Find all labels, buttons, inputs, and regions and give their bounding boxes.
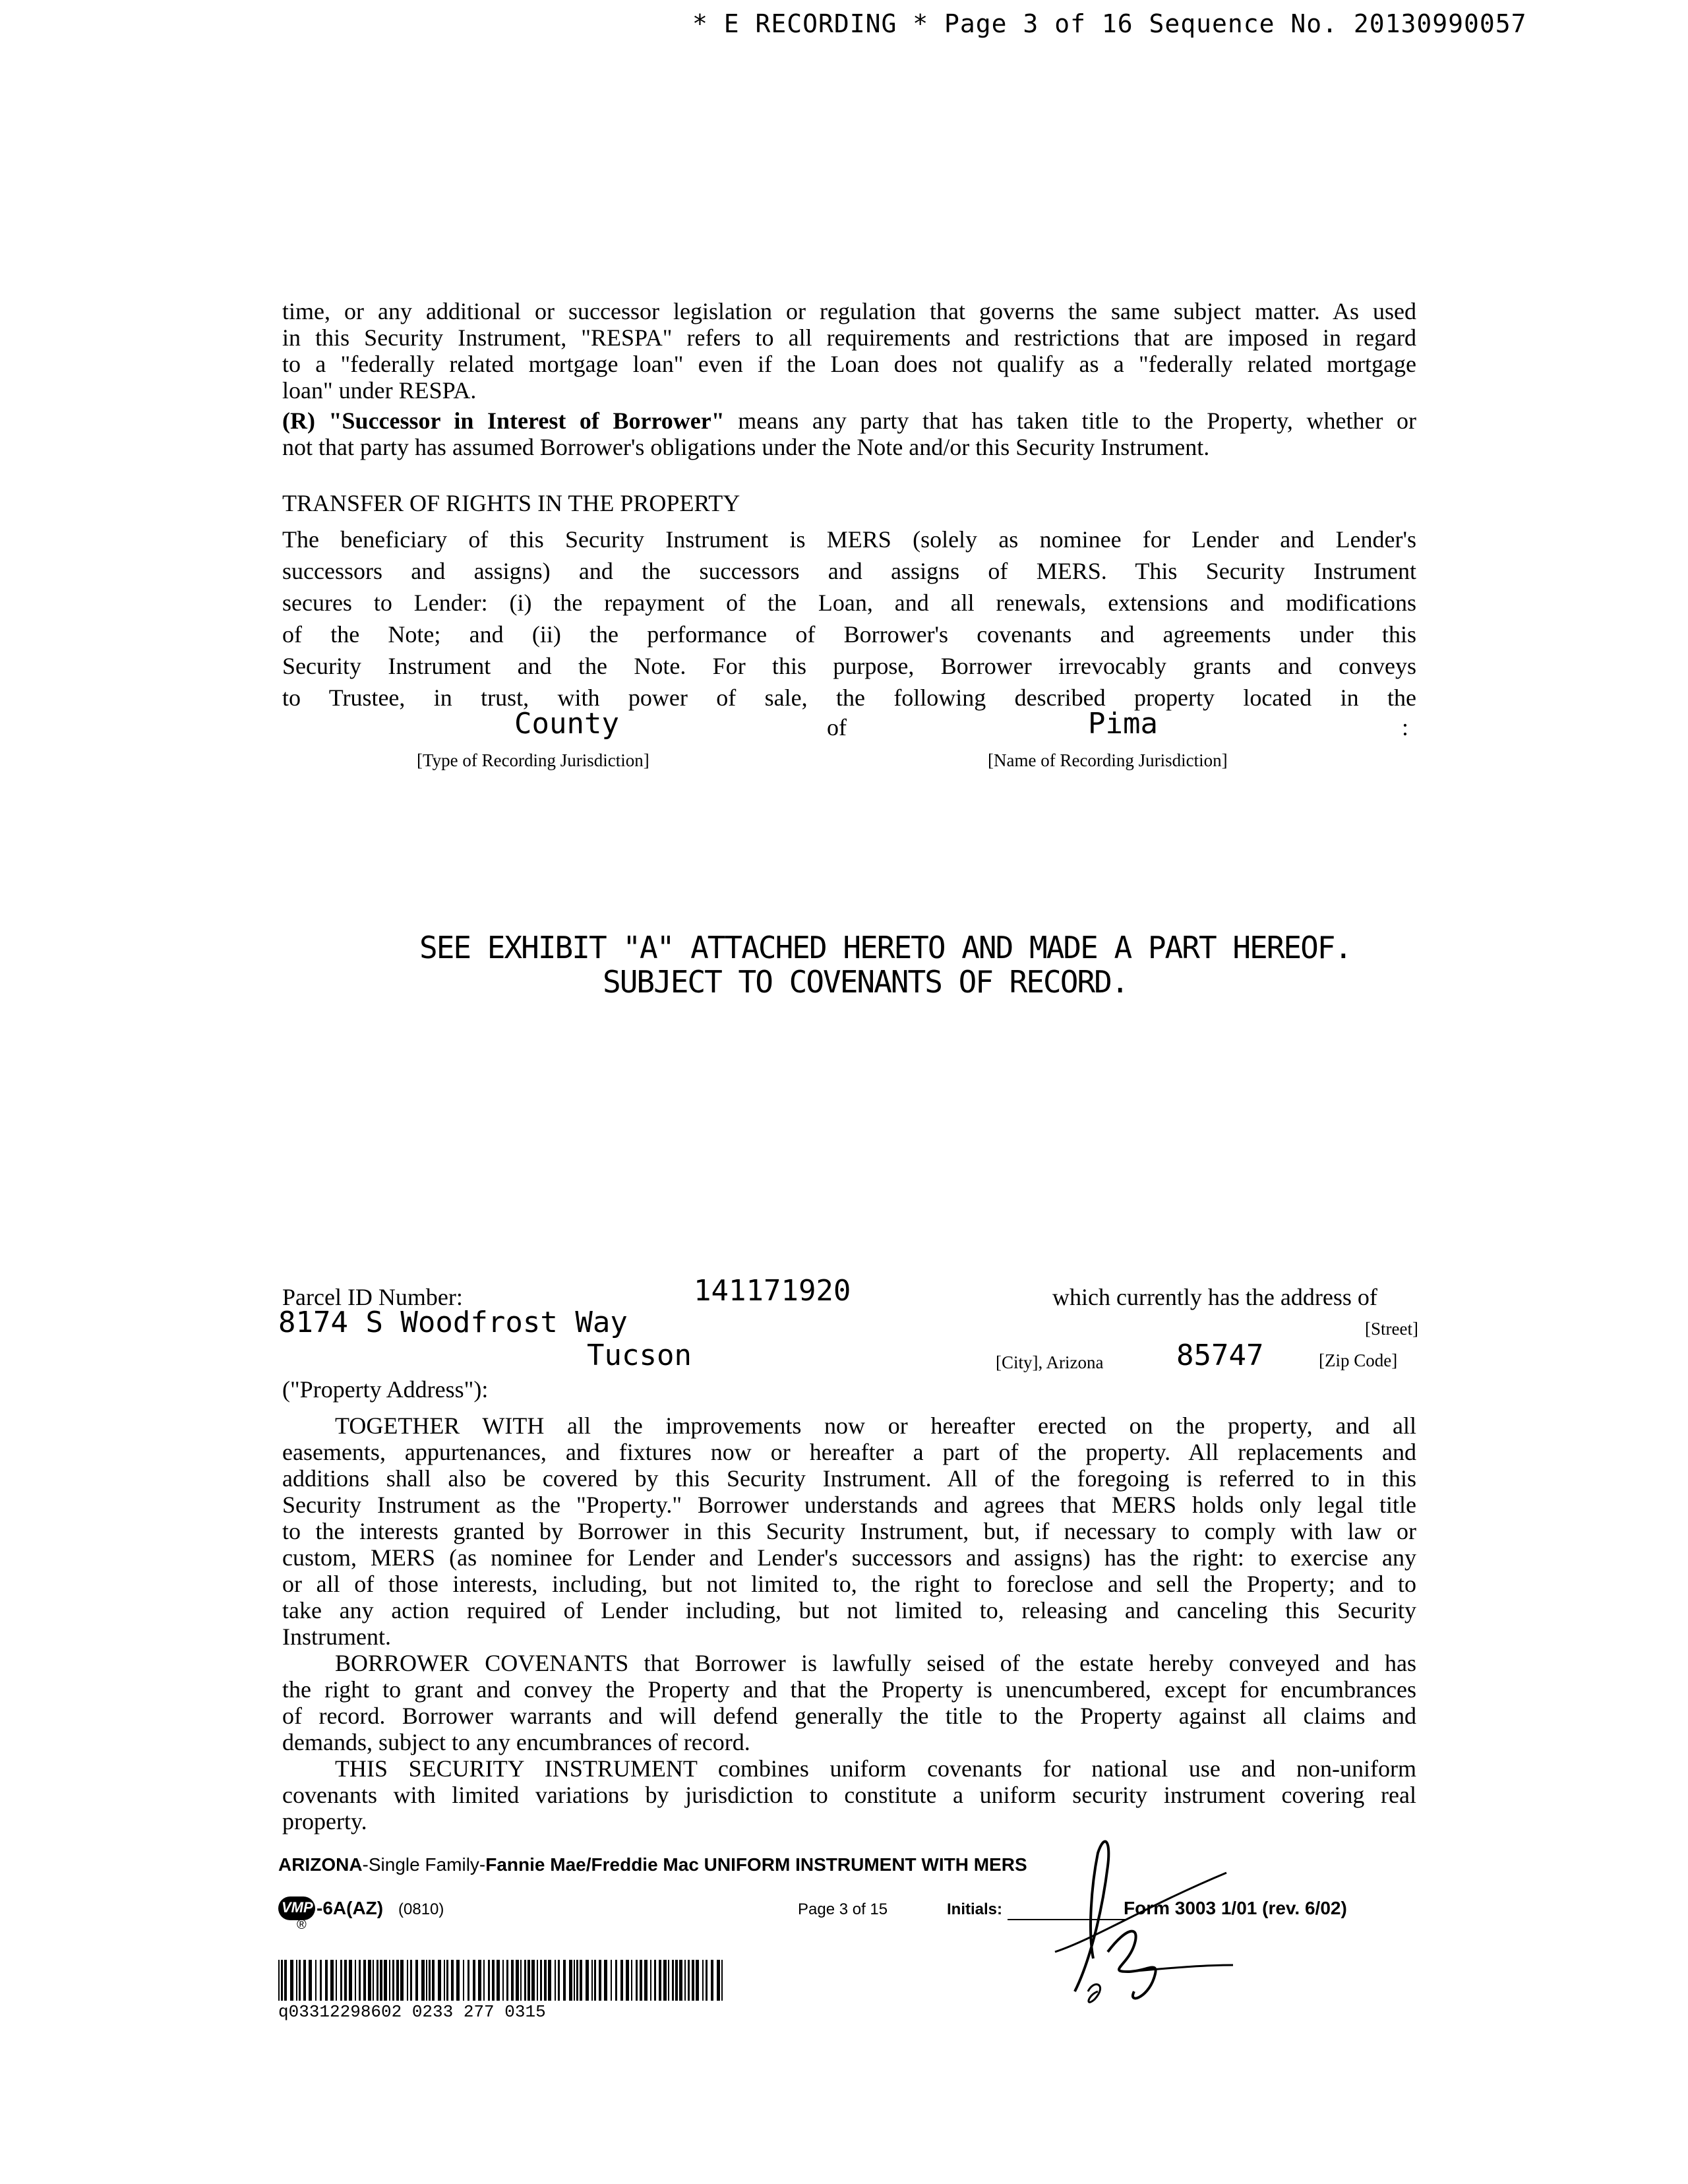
exhibit-line-1: SEE EXHIBIT "A" ATTACHED HERETO AND MADE A PART HEREOF. (419, 930, 1352, 965)
barcode-bar (400, 1960, 404, 2001)
barcode-bar (483, 1960, 485, 2001)
barcode-bar (611, 1960, 612, 2001)
zip-value: 85747 (1176, 1339, 1264, 1372)
footer-form-version: (0810) (398, 1900, 444, 1918)
zip-caption: [Zip Code] (1319, 1350, 1398, 1370)
together-line: custom, MERS (as nominee for Lender and Lender's successors and assigns) has the right: to exercise any (282, 1544, 1416, 1571)
respa-paragraph (282, 298, 1416, 404)
street-caption: [Street] (1365, 1319, 1418, 1339)
initials-signature (976, 1827, 1253, 2011)
footer-family: -Single Family- (362, 1854, 486, 1875)
barcode-bar (438, 1960, 441, 2001)
footer-title (278, 1854, 1027, 1875)
address-intro: which currently has the address of (1052, 1284, 1377, 1310)
barcode-bar (396, 1960, 399, 2001)
barcode-bar (315, 1960, 316, 2001)
definition-r-text: not that party has assumed Borrower's obligations under the Note and/or this Security Instrument. (282, 434, 1210, 460)
definition-r-label: (R) "Successor in Interest of Borrower" (282, 408, 725, 434)
covenants-line: demands, subject to any encumbrances of record. (282, 1729, 750, 1755)
transfer-line: successors and assigns) and the successors and assigns of MERS. This Security Instrument (282, 558, 1416, 584)
barcode-bar (717, 1960, 720, 2001)
barcode-bar (456, 1960, 460, 2001)
together-line: easements, appurtenances, and fixtures now or hereafter a part of the property. All replacements and (282, 1439, 1416, 1465)
barcode-bar (336, 1960, 337, 2001)
barcode-bar (359, 1960, 361, 2001)
together-line: Security Instrument as the "Property." Borrower understands and agrees that MERS holds only legal title (282, 1492, 1416, 1518)
together-line: Instrument. (282, 1623, 391, 1650)
barcode-bar (696, 1960, 699, 2001)
barcode-bar (373, 1960, 374, 2001)
barcode-bar (502, 1960, 504, 2001)
barcode-bar (640, 1960, 642, 2001)
barcode-bar (446, 1960, 448, 2001)
barcode-bar (290, 1960, 293, 2001)
together-line: or all of those interests, including, but not limited to, the right to foreclose and sell the Property; and to (282, 1571, 1416, 1597)
barcode-bar (675, 1960, 678, 2001)
barcode-bar (706, 1960, 708, 2001)
barcode-bar (355, 1960, 356, 2001)
barcode-bar (663, 1960, 667, 2001)
signature-stroke (1055, 1873, 1226, 1952)
footer-form-number: Form 3003 1/01 (rev. 6/02) (1124, 1898, 1347, 1918)
transfer-line: The beneficiary of this Security Instrument is MERS (solely as nominee for Lender and Lender's (282, 526, 1416, 553)
barcode-bar (524, 1960, 526, 2001)
barcode-bar (432, 1960, 435, 2001)
barcode-bar (721, 1960, 723, 2001)
barcode-bar (684, 1960, 686, 2001)
street-address: 8174 S Woodfrost Way (278, 1306, 628, 1339)
footer-publisher: Fannie Mae/Freddie Mac UNIFORM INSTRUMENT WITH MERS (485, 1854, 1027, 1875)
barcode-bar (303, 1960, 306, 2001)
signature-stroke (1088, 1984, 1100, 2002)
barcode-bar (528, 1960, 530, 2001)
barcode-bar (668, 1960, 669, 2001)
definition-r-text: means any party that has taken title to the Property, whether or (724, 408, 1416, 434)
barcode-bar (384, 1960, 387, 2001)
registered-icon: ® (297, 1918, 307, 1932)
type-caption: [Type of Recording Jurisdiction] (417, 750, 649, 770)
transfer-heading: TRANSFER OF RIGHTS IN THE PROPERTY (282, 490, 740, 516)
parcel-label: Parcel ID Number: (282, 1284, 463, 1310)
barcode-bar (278, 1960, 280, 2001)
barcode-bar (478, 1960, 481, 2001)
barcode-bar (659, 1960, 661, 2001)
barcode-bar (380, 1960, 382, 2001)
barcode-bar (415, 1960, 418, 2001)
barcode-bar (537, 1960, 538, 2001)
barcode-text: q03312298602 0233 277 0315 (278, 2002, 546, 2022)
barcode-bar (626, 1960, 629, 2001)
together-line: take any action required of Lender including, but not limited to, releasing and canceling this Security (282, 1597, 1416, 1623)
barcode-bar (615, 1960, 617, 2001)
barcode-bar (473, 1960, 475, 2001)
barcode-bar (330, 1960, 334, 2001)
barcode-bar (389, 1960, 390, 2001)
barcode-bar (548, 1960, 551, 2001)
barcode-bar (636, 1960, 638, 2001)
together-with-paragraph (282, 1412, 1416, 1835)
barcode-bar (555, 1960, 556, 2001)
covenants-line: the right to grant and convey the Property and that the Property is unencumbered, except for encumbrances (282, 1676, 1416, 1703)
transfer-line: of the Note; and (ii) the performance of Borrower's covenants and agreements under this (282, 621, 1416, 648)
barcode-bar (692, 1960, 694, 2001)
respa-line: in this Security Instrument, "RESPA" refers to all requirements and restrictions that are imposed in regard (282, 324, 1416, 351)
together-line: to the interests granted by Borrower in this Security Instrument, but, if necessary to comply with law or (282, 1518, 1416, 1544)
together-line: additions shall also be covered by this Security Instrument. All of the foregoing is referred to in this (282, 1465, 1416, 1492)
barcode-bar (563, 1960, 566, 2001)
barcode-bar (511, 1960, 514, 2001)
barcode-bar (429, 1960, 431, 2001)
transfer-paragraph (282, 524, 1416, 713)
covenants-line: of record. Borrower warrants and will defend generally the title to the Property against all claims and (282, 1703, 1416, 1729)
barcode-bar (488, 1960, 490, 2001)
jurisdiction-type: County (514, 707, 619, 741)
city-value: Tucson (587, 1339, 692, 1372)
definition-r (282, 408, 1416, 460)
barcode-bar (672, 1960, 674, 2001)
barcode-bar (540, 1960, 542, 2001)
barcode-bar (497, 1960, 500, 2001)
barcode-bar (516, 1960, 519, 2001)
barcode-bars (278, 1960, 727, 2001)
jurisdiction-colon: : (1402, 714, 1409, 741)
barcode-bar (309, 1960, 312, 2001)
barcode-bar (688, 1960, 690, 2001)
vmp-logo (278, 1896, 315, 1920)
barcode-bar (325, 1960, 328, 2001)
barcode-bar (281, 1960, 283, 2001)
respa-line: time, or any additional or successor legislation or regulation that governs the same subject matter. As used (282, 298, 1416, 324)
barcode-bar (620, 1960, 623, 2001)
barcode-bar (631, 1960, 632, 2001)
barcode-bar (506, 1960, 508, 2001)
vmp-logo-text: VMP (282, 1899, 313, 1916)
footer-form-code: -6A(AZ) (316, 1898, 384, 1918)
barcode-bar (344, 1960, 347, 2001)
city-caption-text: [City], Arizona (996, 1352, 1104, 1372)
respa-line: to a "federally related mortgage loan" even if the Loan does not qualify as a "federally related mortgage (282, 351, 1416, 377)
footer-state: ARIZONA (278, 1854, 363, 1875)
barcode-bar (377, 1960, 378, 2001)
barcode-bar (392, 1960, 394, 2001)
signature-stroke (1108, 1931, 1156, 1999)
barcode-bar (463, 1960, 464, 2001)
barcode-bar (679, 1960, 682, 2001)
barcode-bar (591, 1960, 593, 2001)
barcode-bar (363, 1960, 366, 2001)
barcode-bar (368, 1960, 371, 2001)
barcode-bar (604, 1960, 607, 2001)
barcode-bar (594, 1960, 596, 2001)
footer-initials-label: Initials: (947, 1900, 1003, 1918)
respa-line: loan" under RESPA. (282, 377, 477, 404)
barcode-bar (467, 1960, 469, 2001)
barcode-bar (576, 1960, 578, 2001)
barcode-bar (569, 1960, 572, 2001)
security-line: covenants with limited variations by jurisdiction to constitute a uniform security instrument covering real (282, 1782, 1416, 1808)
of-word: of (827, 714, 847, 741)
barcode-bar (711, 1960, 713, 2001)
name-caption: [Name of Recording Jurisdiction] (988, 750, 1228, 770)
covenants-line: BORROWER COVENANTS that Borrower is lawfully seised of the estate hereby conveyed and has (335, 1650, 1416, 1676)
barcode-bar (558, 1960, 560, 2001)
city-caption (996, 1347, 1103, 1374)
barcode-bar (444, 1960, 445, 2001)
barcode-bar (410, 1960, 412, 2001)
barcode-bar (580, 1960, 582, 2001)
barcode-bar (702, 1960, 704, 2001)
barcode-bar (599, 1960, 601, 2001)
barcode-bar (574, 1960, 575, 2001)
security-line: THIS SECURITY INSTRUMENT combines uniform covenants for national use and non-uniform (335, 1755, 1416, 1782)
barcode-bar (451, 1960, 454, 2001)
signature-stroke (1075, 1842, 1108, 1991)
barcode-bar (299, 1960, 301, 2001)
barcode-bar (531, 1960, 535, 2001)
property-address-label: ("Property Address"): (282, 1376, 489, 1403)
barcode-bar (654, 1960, 656, 2001)
barcode-bar (586, 1960, 589, 2001)
parcel-number: 141171920 (694, 1274, 851, 1308)
barcode (278, 1960, 727, 2001)
together-line: TOGETHER WITH all the improvements now or hereafter erected on the property, and all (335, 1412, 1416, 1439)
barcode-bar (644, 1960, 648, 2001)
footer-page-of: Page 3 of 15 (798, 1900, 888, 1918)
barcode-bar (520, 1960, 522, 2001)
transfer-line: secures to Lender: (i) the repayment of the Loan, and all renewals, extensions and modifications (282, 590, 1416, 616)
barcode-bar (340, 1960, 342, 2001)
transfer-line: Security Instrument and the Note. For this purpose, Borrower irrevocably grants and conveys (282, 653, 1416, 679)
recording-stamp: * E RECORDING * Page 3 of 16 Sequence No. 20130990057 (692, 9, 1527, 38)
barcode-bar (426, 1960, 427, 2001)
jurisdiction-name: Pima (1088, 707, 1158, 741)
barcode-bar (284, 1960, 287, 2001)
barcode-bar (492, 1960, 495, 2001)
barcode-bar (650, 1960, 651, 2001)
barcode-bar (320, 1960, 322, 2001)
security-line: property. (282, 1808, 367, 1835)
barcode-bar (296, 1960, 297, 2001)
barcode-bar (349, 1960, 352, 2001)
transfer-line: to Trustee, in trust, with power of sale, the following described property located in the (282, 684, 1416, 711)
exhibit-line-2: SUBJECT TO COVENANTS OF RECORD. (603, 964, 1128, 1000)
barcode-bar (544, 1960, 547, 2001)
barcode-bar (407, 1960, 408, 2001)
barcode-bar (421, 1960, 425, 2001)
